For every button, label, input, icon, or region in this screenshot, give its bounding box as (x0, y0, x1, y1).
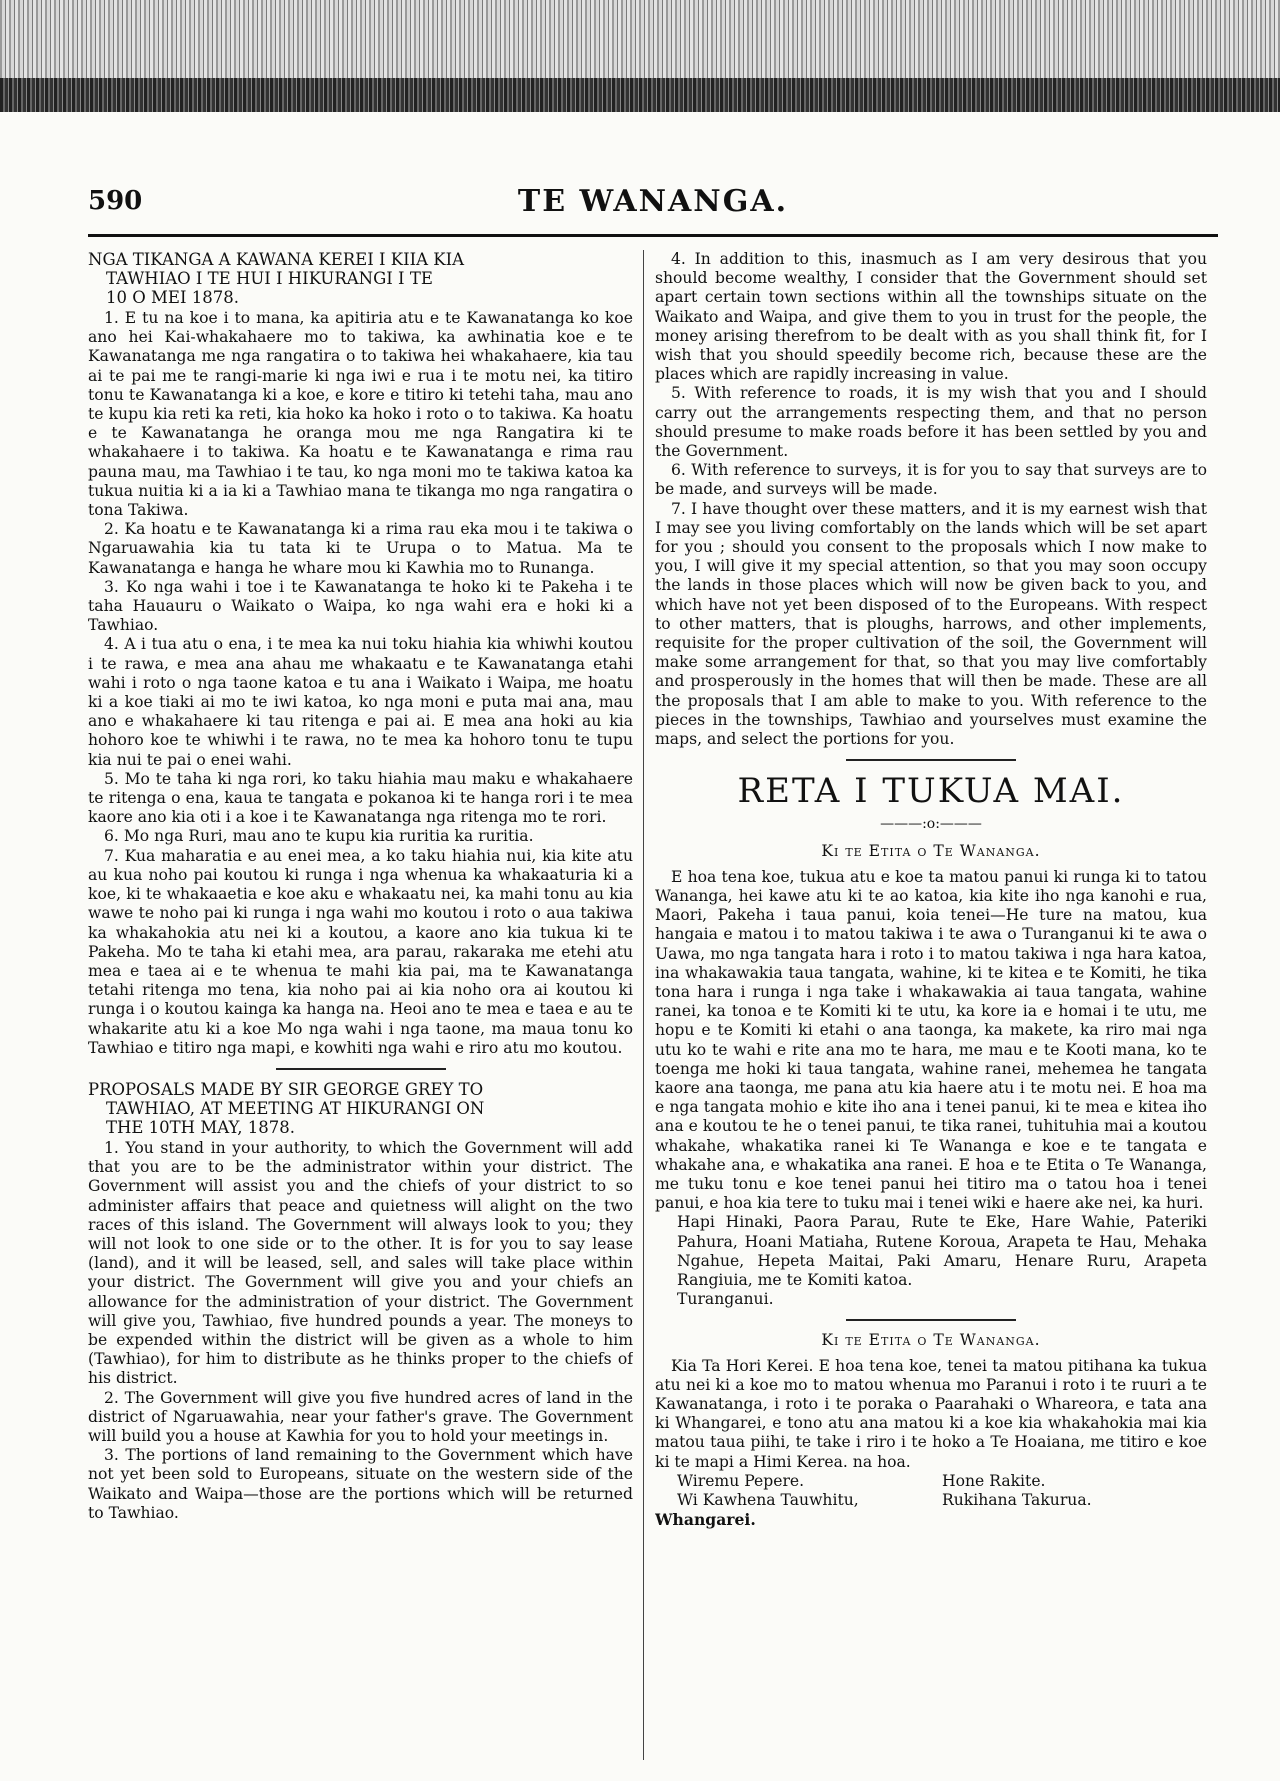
letter2-signer: Rukihana Takurua. (942, 1490, 1092, 1509)
english-paragraph-3: 3. The portions of land remaining to the Government which have not yet been sold to Europeans, situate on the western side of the Waikato and Waipa—those are the portions which will be returned to Tawhiao. (88, 1446, 633, 1522)
letter1-place: Turanganui. (677, 1290, 774, 1309)
maori-paragraph-6: 6. Mo nga Ruri, mau ano te kupu kia ruritia ka ruritia. (104, 827, 534, 846)
ornament-divider: ———:o:——— (880, 816, 982, 833)
scan-damage-band (0, 0, 1280, 112)
english-paragraph-2: 2. The Government will give you five hundred acres of land in the district of Ngaruawahia, near your father's grave. The Government will build you a house at Kawhia for you to hold your meetings in. (88, 1388, 633, 1445)
english-paragraph-5: 5. With reference to roads, it is my wish that you and I should carry out the arrangements respecting them, and that no person should presume to make roads before it has been settled by you and the Government. (655, 384, 1207, 461)
maori-heading-line3: 10 O MEI 1878. (106, 288, 239, 307)
maori-paragraph-7: 7. Kua maharatia e au enei mea, a ko taku hiahia nui, kia kite atu au kua noho pai koutou ki runga i nga whenua ka whakaaturia ki a koe, ki te whakaaetia e koe aku e whakaatu nei, ka mahi tonu au kia wawe te noho pai ki runga i nga wahi mo koutou i roto o aua takiwa ka whakahokia atu nei ki a koutou, a kaore ano kia tukua ki te Pakeha. Mo te taha ki etahi mea, ara parau, rakaraka me etehi atu mea e taea ai e te whenua te mahi kia pai, ma te Kawanatanga tetahi ritenga mo tena, kia noho pai ai kia noho ora ai koutou ki runga i o koutou kainga ka hanga na. Heoi ano te mea e taea e au te whakarite atu ki a koe Mo nga wahi i nga taone, ma maua tonu ko Tawhiao e titiro nga mapi, e kowhiti nga wahi e riro atu mo koutou. (88, 846, 633, 1057)
letter1-body: E hoa tena koe, tukua atu e koe ta matou panui ki runga ki to tatou Wananga, hei kawe atu ki te ao katoa, kia kite iho nga kanohi e rua, Maori, Pakeha i taua panui, koia tenei—He ture na matou, kua hangaia e matou i to matou takiwa i te awa o Turanganui ki te awa o Uawa, mo nga tangata hara i roto i to matou takiwa i nga hara katoa, ina whakawakia taua tangata, wahine, ki te kitea e te Komiti, he tika tona hara i runga i nga take i whakawakia ai taua tangata, wahine ranei, ka tonoa e te Komiti ki te utu, ka kore ia e homai i te utu, me hopu e te Komiti ki etahi o ana taonga, ka makete, ka riro mai nga utu ko te wahi e rite ana mo te hara, me mau e te Kooti mana, ko te toenga me hoki ki taua tangata, wahine ranei, mehemea he tangata kaore ana taonga, me pana atu kia haere atu i te motu nei. E hoa ma e nga tangata mohio e kite iho ana i tenei panui, ki te mea e kitea iho ana e koutou te he o tenei panui, te tika ranei, tuhituhia mai a koutou whakahe, whakatika ranei ki Te Wananga e koe e te tangata e whakahe ana, e whakatika ana ranei. E hoa e te Etita o Te Wananga, me tuku tonu e koe tenei panui hei titiro ma o tatou hoa i tenei panui, e hoa kia tere to tuku mai i tenei wiki e haere ake nei, ka huri. (655, 867, 1207, 1213)
maori-heading-line2: TAWHIAO I TE HUI I HIKURANGI I TE (106, 269, 433, 288)
newspaper-title: TE WANANGA. (517, 184, 789, 219)
letter2-salutation: Ki te Etita o Te Wananga. (821, 1331, 1041, 1350)
section-separator (276, 1068, 446, 1070)
maori-notice-heading (88, 250, 633, 307)
column-divider (643, 250, 644, 1760)
maori-paragraph-3: 3. Ko nga wahi i toe i te Kawanatanga te hoko ki te Pakeha i te taha Hauauru o Waikato o Waipa, ko nga wahi era e hoki ki a Tawhiao. (88, 577, 633, 635)
english-paragraph-7: 7. I have thought over these matters, and it is my earnest wish that I may see you living comfortably on the lands which will be set apart for you ; should you consent to the proposals which I now make to you, I will give it my special attention, so that you may soon occupy the lands in those places which will now be given back to you, and which have not yet been disposed of to the Europeans. With respect to other matters, that is ploughs, harrows, and other implements, requisite for the proper cultivation of the soil, the Government will make some arrangement for that, so that you may live comfortably and prosperously in the homes that will then be made. These are all the proposals that I am able to make to you. With reference to the pieces in the townships, Tawhiao and yourselves must examine the maps, and select the portions for you. (655, 499, 1207, 749)
letter-separator (846, 1319, 1016, 1321)
english-heading-line2: TAWHIAO, AT MEETING AT HIKURANGI ON (106, 1098, 485, 1118)
letter2-place: Whangarei. (655, 1510, 756, 1530)
maori-paragraph-1: 1. E tu na koe i to mana, ka apitiria atu e te Kawanatanga ko koe ano hei Kai-whakahaere mo to takiwa, ka awhinatia koe e te Kawanatanga me nga rangatira o to takiwa hei whakahaere, kia tau ai te pai me te rangi-marie ki nga iwi e rua i te motu nei, ka titiro tonu te Kawanatanga ki a koe, e kore e titiro ki tetehi taha, mau ano te kupu kia reti ka reti, kia hoko ka hoko i roto o to takiwa. Ka hoatu e te Kawanatanga he oranga mou me nga Rangatira ki te whakahaere i to takiwa. Ka hoatu e te Kawanatanga e rima rau pauna mau, ma Tawhiao i te tau, ko nga moni mo te takiwa katoa ka tukua nuitia ki a ia ki a Tawhiao mana te tikanga mo nga rangatira o tona Takiwa. (88, 309, 633, 520)
letter1-salutation: Ki te Etita o Te Wananga. (821, 842, 1041, 861)
maori-heading-line1: NGA TIKANGA A KAWANA KEREI I KIIA KIA (88, 250, 465, 269)
english-heading-line3: THE 10TH MAY, 1878. (106, 1117, 295, 1137)
page-number: 590 (88, 186, 143, 216)
masthead-rule (88, 234, 1218, 237)
letter2-signers (655, 1472, 1207, 1510)
english-paragraph-1: 1. You stand in your authority, to which the Government will add that you are to be the administrator within your district. The Government will assist you and the chiefs of your district to so administer affairs that peace and quietness will alight on the two races of this island. The Government will always look to you; they will not look to one side or to the other. It is for you to say lease (land), and it will be leased, sell, and sales will take place within your district. The Government will give you and your chiefs an allowance for the administration of your district. The Government will give you, Tawhiao, five hundred pounds a year. The moneys to be expended within the district will be given as a whole to him (Tawhiao), for him to distribute as he thinks proper to the chiefs of his district. (88, 1138, 633, 1388)
letter2-signer: Wiremu Pepere. (677, 1471, 805, 1490)
letter2-body: Kia Ta Hori Kerei. E hoa tena koe, tenei ta matou pitihana ka tukua atu nei ki a koe mo to matou whenua mo Paranui i roto i te ruuri a te Kawanatanga, i roto i te poraka o Paarahaki o Whareora, e tata ana ki Whangarei, e tono atu ana matou ki a koe kia whakahokia mai kia matou taua piihi, te take i riro i te hoko a Te Hoaiana, me titiro e koe ki te mapi a Himi Kerea. na hoa. (655, 1356, 1207, 1471)
english-paragraph-4: 4. In addition to this, inasmuch as I am very desirous that you should become wealthy, I consider that the Government should set apart certain town sections within all the townships situate on the Waikato and Waipa, and give them to you in trust for the people, the money arising therefrom to be dealt with as you shall think fit, for I wish that you should speedily become rich, because these are the places which are rapidly increasing in value. (655, 250, 1207, 384)
letter1-signatories: Hapi Hinaki, Paora Parau, Rute te Eke, Hare Wahie, Pateriki Pahura, Hoani Matiaha, Rutene Koroua, Arapeta te Hau, Mehaka Ngahue, Hepeta Maitai, Paki Amaru, Henare Ruru, Arapeta Rangiuia, me te Komiti katoa. (677, 1213, 1207, 1289)
letters-section-title: RETA I TUKUA MAI. (737, 771, 1125, 812)
left-column (88, 250, 633, 1770)
letter2-signer: Wi Kawhena Tauwhitu, (677, 1490, 859, 1509)
english-heading-line1: PROPOSALS MADE BY SIR GEORGE GREY TO (88, 1079, 484, 1099)
maori-paragraph-2: 2. Ka hoatu e te Kawanatanga ki a rima rau eka mou i te takiwa o Ngaruawahia kia tu tata ki te Urupa o to Matua. Ma te Kawanatanga e hanga he whare mou ki Kawhia mo to Runanga. (88, 520, 633, 577)
english-paragraph-6: 6. With reference to surveys, it is for you to say that surveys are to be made, and surveys will be made. (655, 461, 1207, 499)
english-proposals-heading (88, 1080, 633, 1137)
section-separator-right (846, 759, 1016, 761)
masthead (88, 182, 1218, 238)
right-column (655, 250, 1207, 1770)
maori-paragraph-5: 5. Mo te taha ki nga rori, ko taku hiahia mau maku e whakahaere te ritenga o ena, kaua te tangata e pokanoa ki te hanga rori i te mea kaore ano kia oti i a koe i te Kawanatanga nga ritenga mo te rori. (88, 769, 633, 827)
maori-paragraph-4: 4. A i tua atu o ena, i te mea ka nui toku hiahia kia whiwhi koutou i te rawa, e mea ana ahau me whakaatu e te Kawanatanga etahi wahi i roto o nga taone katoa e tu ana i Waikato i Waipa, me hoatu ki a koe tiaki ai mo te iwi katoa, ko nga moni e puta mai ana, mau ano e whakahaere ki tau ritenga e pai ai. E mea ana hoki au kia hohoro koe te whiwhi i te rawa, no te mea ka hohoro tonu te tupu kia nui te pai o enei wahi. (88, 635, 633, 769)
letter2-signer: Hone Rakite. (942, 1471, 1046, 1490)
